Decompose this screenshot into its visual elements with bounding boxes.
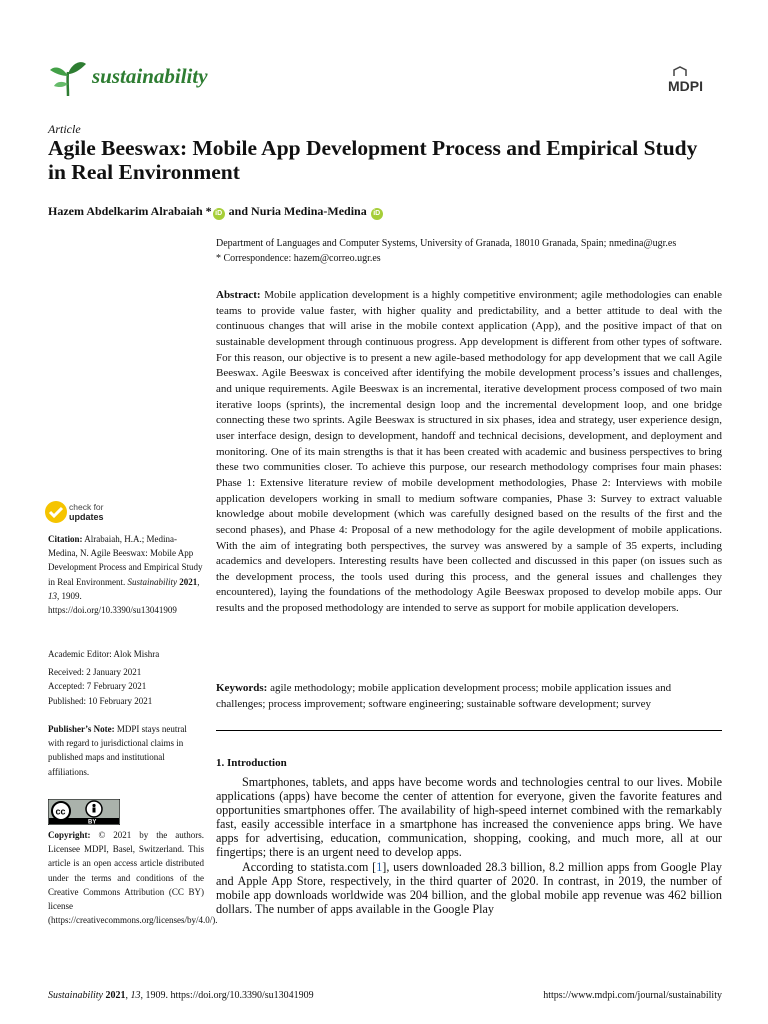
cc-by-label: BY [88,819,97,825]
sustainability-leaf-logo [48,58,88,98]
paragraph: Smartphones, tablets, and apps have become words and technologies central to our lives. Mobile applications (apps) have become the center of attention for everyone, given the favorite features and opportunities smartphones offer. The availability of high-speed internet combined with the remarkably fast, easily accessible interface in a smartphone has increased the convenience apps bring. We have apps for advertising, education, communication, shopping, cooking, and much more, all at our fingertips; there is an urgent need to develop apps. [216,775,722,860]
check-updates-icon [44,500,68,524]
affiliation-block [216,236,722,266]
article-title: Agile Beeswax: Mobile App Development Process and Empirical Study in Real Environment [48,136,698,184]
dates-block [48,647,204,708]
orcid-icon[interactable]: iD [213,208,225,220]
section-heading: 1. Introduction [216,757,287,769]
footer-citation: Sustainability 2021, 13, 1909. https://doi.org/10.3390/su13041909 [48,990,314,1001]
reference-link[interactable]: 1 [376,859,383,874]
orcid-icon[interactable]: iD [371,208,383,220]
author-name[interactable]: Hazem Abdelkarim Alrabaiah [48,204,203,218]
citation-doi[interactable]: , 1909. https://doi.org/10.3390/su13041909 [48,590,177,616]
keywords-label: Keywords: [216,682,268,694]
abstract [216,288,722,617]
abstract-text: Mobile application development is a highly competitive environment; agile methodologies can enable teams to provide value faster, with higher quality and predictability, and a better attitude to deal with the continuous changes that will arise in the mobile context application (App), and the positive impact of that on sustainable development through continuous progress. App development is different from other types of software. For this reason, our objective is to present a new agile-based methodology for app development that we call Agile Beeswax. Agile Beeswax is conceived after identifying the mobile development process’s issues and challenges, and unique requirements. Agile Beeswax is an incremental, iterative development process composed of two main iterative loops (sprints), the incremental design loop and the incremental development loop, and one bridge connecting these two sprints. Agile Beeswax is structured in six phases, idea and strategy, user experience design, user interface design, design to development, handoff and technical decisions, development, and deployment and monitoring. One of its main strengths is that it has been created with academic and business perspectives to bring these two communities closer. To achieve this purpose, our research methodology comprises four main phases: Phase 1: Extensive literature review of mobile development methodologies, Phase 2: Interviews with mobile application developers working in small to medium software companies, Phase 3: Survey to extract valuable knowledge about mobile development (which was carefully designed based on the results of the first and the second phases), and Phase 4: Proposal of a new methodology for the agile development of mobile applications. With the aim of integrating both perspectives, the survey was answered by a sample of 35 experts, including academics and developers. Interesting results have been collected and discussed in this paper (on issues such as the development process, the tools used during this process, and the general issues and challenges they encountered), laying the foundations of the methodology Agile Beeswax proposed to develop mobile apps. Our results and the proposed methodology are intended to serve as support for mobile application developers. [216,289,722,615]
footer-journal-url[interactable]: https://www.mdpi.com/journal/sustainability [543,990,722,1001]
abstract-label: Abstract: [216,289,261,301]
check-updates-line1: check for [69,502,104,512]
correspondence: * Correspondence: hazem@correo.ugr.es [216,253,381,264]
paragraph: According to statista.com [1], users downloaded 28.3 billion, 8.2 million apps from Google Play and Apple App Store, respectively, in the third quarter of 2020. In contrast, in 2019, the number of mobile app downloads worldwide was 204 billion, and the global mobile app revenue was 462 billion dollars. The number of apps available in the Google Play [216,859,722,916]
received-date: Received: 2 January 2021 [48,667,142,678]
keywords-text: agile methodology; mobile application development process; mobile application issues and challenges; process improvement; software engineering; sustainable software development; survey [216,682,672,710]
published-date: Published: 10 February 2021 [48,695,153,706]
copyright-block: Copyright: © 2021 by the authors. Licensee MDPI, Basel, Switzerland. This article is an open access article distributed under the terms and conditions of the Creative Commons Attribution (CC BY) license (https://creativecommons.org/licenses/by/4.0/). [48,830,218,926]
affiliation: Department of Languages and Computer Systems, University of Granada, 18010 Granada, Spain; nmedina@ugr.es [216,238,677,249]
citation-block: Citation: Alrabaiah, H.A.; Medina-Medina, N. Agile Beeswax: Mobile App Development Process and Empirical Study in Real Environment. Sustainability 2021, 13, 1909. https://doi.org/10.3390/su13041909 [48,534,203,616]
author-list [48,204,384,220]
article-type: Article [48,122,81,136]
footer-doi-link[interactable]: , 1909. https://doi.org/10.3390/su13041909 [140,990,314,1001]
copyright-label: Copyright: [48,830,91,840]
check-for-updates-button[interactable] [44,500,124,526]
journal-name: sustainability [92,64,208,88]
mdpi-logo-text: MDPI [668,78,703,94]
keywords [216,681,722,712]
publisher-note: Publisher’s Note: MDPI stays neutral with regard to jurisdictional claims in published maps and institutional affiliations. [48,724,187,777]
mdpi-logo [668,66,722,94]
svg-text:cc: cc [55,806,66,817]
section-divider [216,730,722,731]
author-joiner: and [228,204,249,218]
introduction-body [216,775,722,916]
check-updates-line2: updates [69,512,104,522]
author-name[interactable]: Nuria Medina-Medina [251,204,367,218]
publisher-note-label: Publisher’s Note: [48,724,115,734]
corresponding-mark: * [205,204,212,218]
cc-by-license-badge[interactable] [48,799,120,825]
academic-editor: Academic Editor: Alok Mishra [48,649,160,659]
citation-label: Citation: [48,534,83,544]
accepted-date: Accepted: 7 February 2021 [48,681,147,692]
